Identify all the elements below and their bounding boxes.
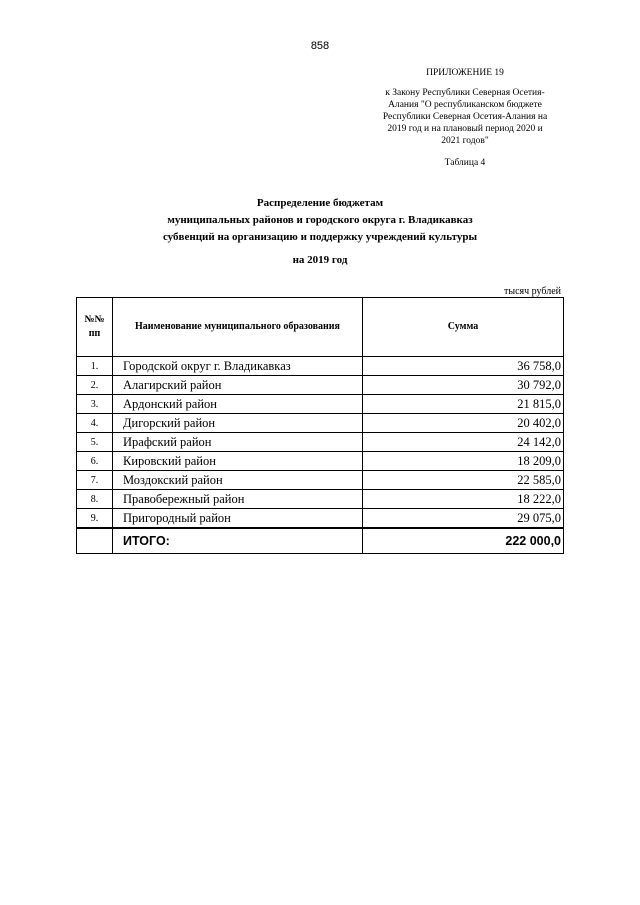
table-row <box>77 471 564 490</box>
row-num: 8. <box>77 490 113 509</box>
table-row <box>77 490 564 509</box>
page-number: 858 <box>310 40 330 52</box>
table-row <box>77 376 564 395</box>
row-num: 1. <box>77 357 113 376</box>
row-name: Моздокский район <box>113 471 363 490</box>
row-name: Кировский район <box>113 452 363 471</box>
units-label: тысяч рублей <box>503 286 561 297</box>
row-num: 6. <box>77 452 113 471</box>
appendix-line: 2021 годов" <box>441 136 489 146</box>
table-number: Таблица 4 <box>444 158 486 168</box>
row-num: 7. <box>77 471 113 490</box>
title-line: субвенций на организацию и поддержку учреждений культуры <box>162 231 478 243</box>
appendix-line: Республики Северная Осетия-Алания на <box>382 112 548 122</box>
row-num: 9. <box>77 509 113 529</box>
row-sum: 30 792,0 <box>363 376 564 395</box>
appendix-line: Алания "О республиканском бюджете <box>388 100 542 110</box>
total-sum: 222 000,0 <box>363 528 564 554</box>
table-row <box>77 395 564 414</box>
row-num: 4. <box>77 414 113 433</box>
row-num: 3. <box>77 395 113 414</box>
header-num: №№ пп <box>77 298 113 357</box>
table-row <box>77 509 564 529</box>
row-name: Дигорский район <box>113 414 363 433</box>
document-title <box>0 195 640 269</box>
row-sum: 20 402,0 <box>363 414 564 433</box>
budget-table <box>76 297 564 554</box>
row-name: Пригородный район <box>113 509 363 529</box>
row-sum: 21 815,0 <box>363 395 564 414</box>
total-num-cell <box>77 528 113 554</box>
table-row <box>77 433 564 452</box>
table-total-row <box>77 528 564 554</box>
row-name: Правобережный район <box>113 490 363 509</box>
title-year: на 2019 год <box>292 254 348 266</box>
table-row <box>77 414 564 433</box>
row-num: 2. <box>77 376 113 395</box>
total-label: ИТОГО: <box>113 528 363 554</box>
appendix-line: к Закону Республики Северная Осетия- <box>385 88 545 98</box>
table-header-row <box>77 298 564 357</box>
row-sum: 18 222,0 <box>363 490 564 509</box>
title-line: муниципальных районов и городского округа г. Владикавказ <box>167 214 473 226</box>
appendix-title: ПРИЛОЖЕНИЕ 19 <box>426 68 504 78</box>
row-sum: 29 075,0 <box>363 509 564 529</box>
row-sum: 22 585,0 <box>363 471 564 490</box>
row-name: Алагирский район <box>113 376 363 395</box>
row-num: 5. <box>77 433 113 452</box>
table-row <box>77 357 564 376</box>
row-name: Ардонский район <box>113 395 363 414</box>
header-name: Наименование муниципального образования <box>113 298 363 357</box>
row-name: Городской округ г. Владикавказ <box>113 357 363 376</box>
header-sum: Сумма <box>363 298 564 357</box>
appendix-line: 2019 год и на плановый период 2020 и <box>387 124 543 134</box>
row-name: Ирафский район <box>113 433 363 452</box>
title-line: Распределение бюджетам <box>256 197 384 209</box>
row-sum: 36 758,0 <box>363 357 564 376</box>
table-row <box>77 452 564 471</box>
row-sum: 24 142,0 <box>363 433 564 452</box>
appendix-header <box>360 67 570 169</box>
row-sum: 18 209,0 <box>363 452 564 471</box>
